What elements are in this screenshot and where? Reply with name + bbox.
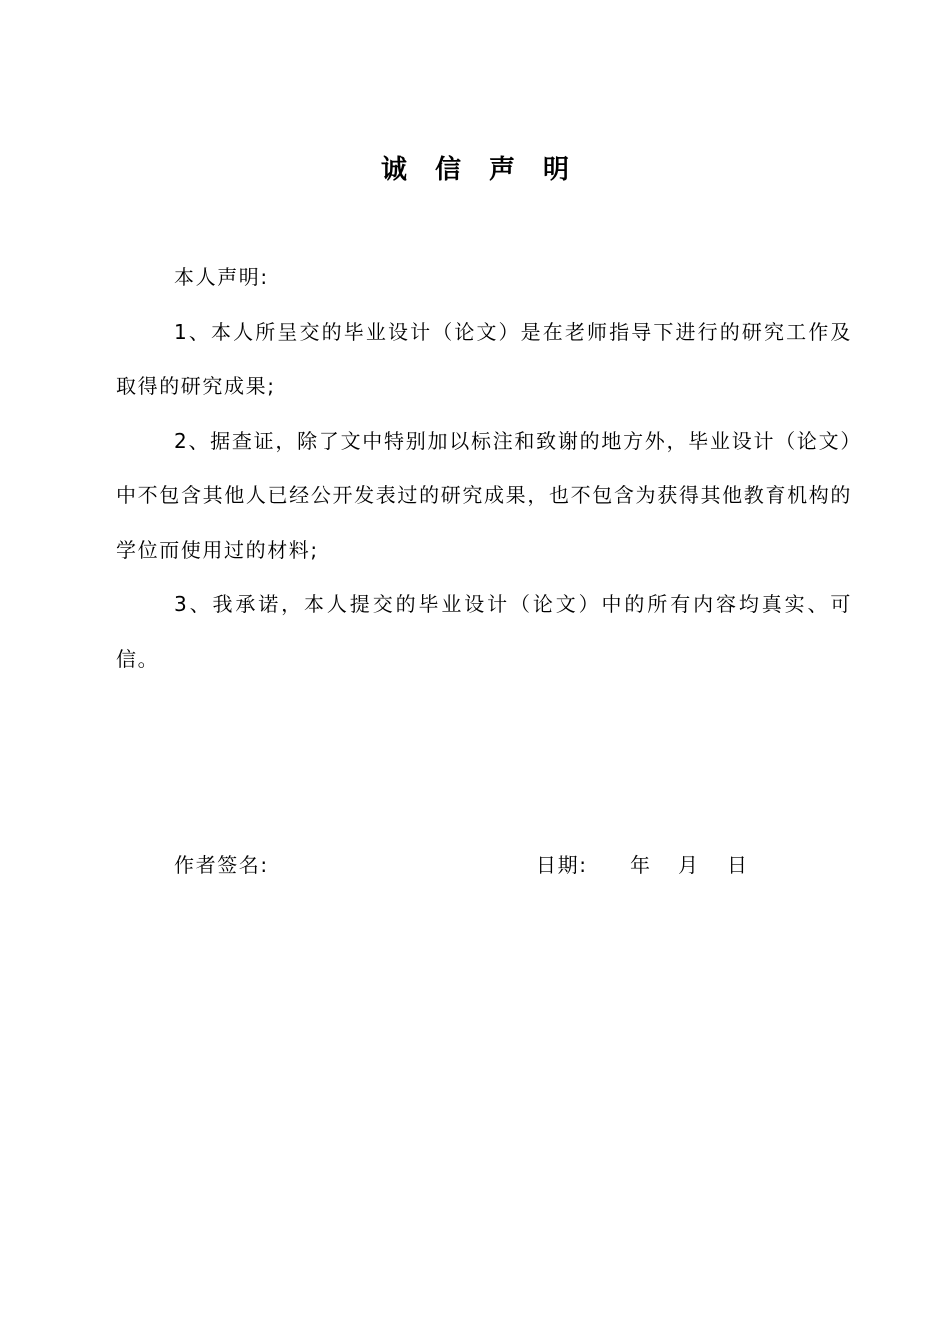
- author-signature-label: 作者签名:: [174, 853, 269, 877]
- declaration-body: [116, 250, 852, 686]
- declaration-item-1: 1、本人所呈交的毕业设计（论文）是在老师指导下进行的研究工作及取得的研究成果;: [116, 319, 852, 398]
- date-label: 日期:: [536, 853, 588, 877]
- declaration-item-3: 3、我承诺，本人提交的毕业设计（论文）中的所有内容均真实、可信。: [116, 592, 852, 671]
- date-year-label: 年: [630, 853, 652, 877]
- declaration-intro: 本人声明:: [174, 265, 269, 289]
- document-title: 诚信声明: [380, 155, 597, 185]
- declaration-item-2: 2、据查证，除了文中特别加以标注和致谢的地方外，毕业设计（论文）中不包含其他人已经公开发表过的研究成果，也不包含为获得其他教育机构的学位而使用过的材料;: [116, 428, 852, 562]
- date-day-label: 日: [727, 853, 749, 877]
- date-month-label: 月: [678, 853, 700, 877]
- signature-row: [174, 845, 794, 885]
